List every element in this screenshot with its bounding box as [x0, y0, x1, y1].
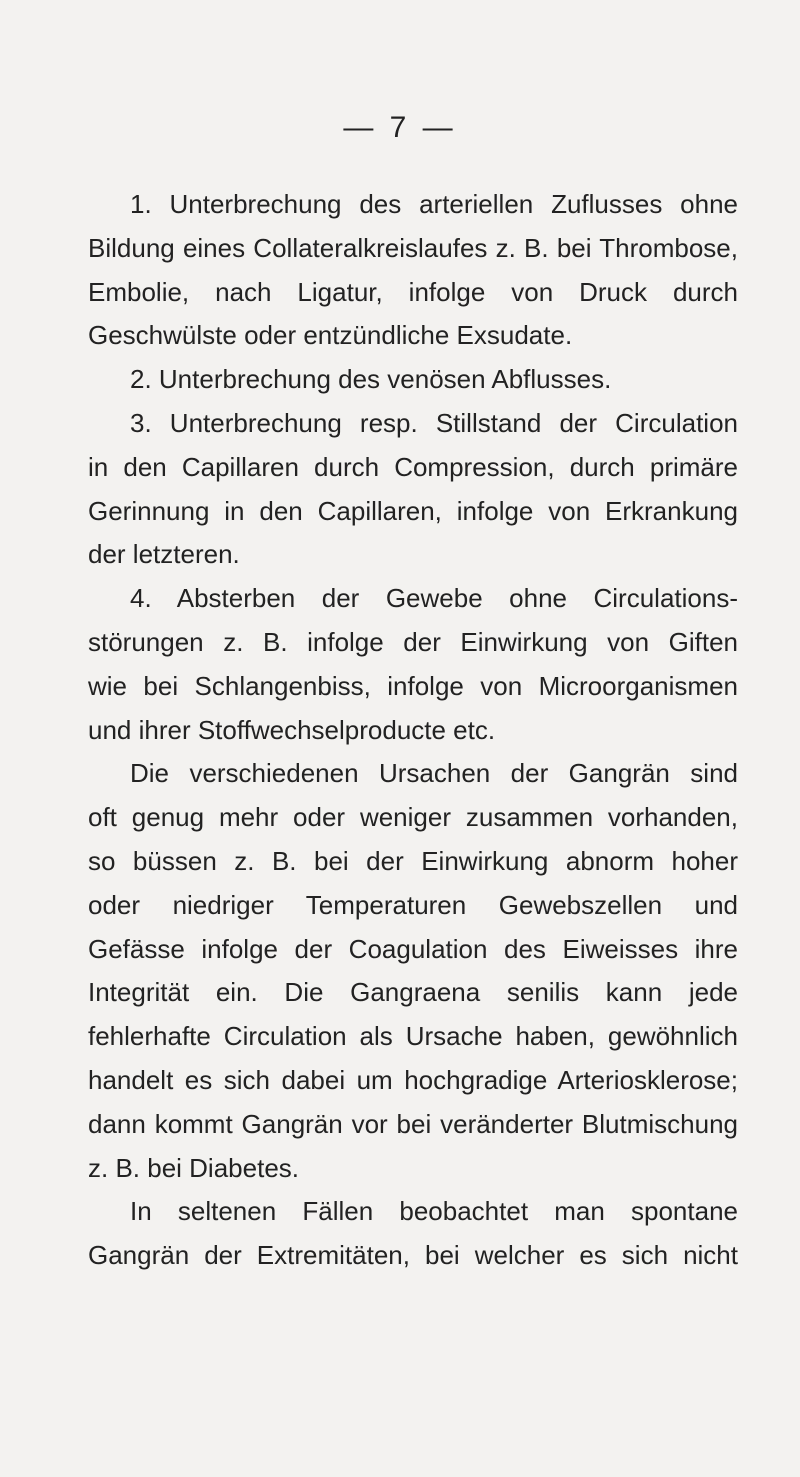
text-line: in den Capillaren durch Compression, durch primäre: [88, 451, 738, 482]
text-line: fehlerhafte Circulation als Ursache haben, gewöhnlich: [88, 1021, 738, 1052]
text-line: 4. Absterben der Gewebe ohne Circulations-: [130, 583, 738, 614]
paragraph-causes: [88, 752, 738, 1190]
paragraph-item-2: [88, 358, 738, 402]
text-line: Geschwülste oder entzündliche Exsudate.: [88, 320, 573, 351]
text-line: so büssen z. B. bei der Einwirkung abnorm hoher: [88, 845, 738, 876]
text-line: der letzteren.: [88, 539, 240, 570]
text-line: In seltenen Fällen beobachtet man spontane: [130, 1196, 738, 1227]
page-number: — 7 —: [343, 111, 457, 144]
text-line: 1. Unterbrechung des arteriellen Zuflusses ohne: [130, 189, 738, 219]
text-line: Gefässe infolge der Coagulation des Eiweisses ihre: [88, 933, 738, 964]
text-line: störungen z. B. infolge der Einwirkung von Giften: [88, 626, 738, 657]
text-line: handelt es sich dabei um hochgradige Arteriosklerose;: [88, 1064, 738, 1095]
text-line: z. B. bei Diabetes.: [88, 1152, 299, 1183]
text-line: Gangrän der Extremitäten, bei welcher es sich nicht: [88, 1240, 738, 1271]
text-line: oder niedriger Temperaturen Gewebszellen und: [88, 889, 738, 920]
text-line: Embolie, nach Ligatur, infolge von Druck durch: [88, 276, 738, 307]
paragraph-item-4: [88, 577, 738, 752]
text-line: Die verschiedenen Ursachen der Gangrän sind: [130, 758, 738, 789]
body-text: [88, 183, 738, 1278]
text-line: 2. Unterbrechung des venösen Abflusses.: [130, 364, 612, 395]
paragraph-rare-cases: [88, 1190, 738, 1278]
paragraph-item-3: [88, 402, 738, 577]
text-line: und ihrer Stoffwechselproducte etc.: [88, 714, 496, 745]
text-line: oft genug mehr oder weniger zusammen vorhanden,: [88, 802, 738, 833]
text-line: Integrität ein. Die Gangraena senilis kann jede: [88, 977, 738, 1008]
text-line: dann kommt Gangrän vor bei veränderter Blutmischung: [88, 1108, 738, 1139]
text-line: 3. Unterbrechung resp. Stillstand der Circulation: [130, 407, 738, 438]
text-line: Gerinnung in den Capillaren, infolge von Erkrankung: [88, 495, 738, 526]
text-line: wie bei Schlangenbiss, infolge von Microorganismen: [88, 670, 738, 701]
paragraph-item-1: [88, 183, 738, 358]
text-line: Bildung eines Collateralkreislaufes z. B. bei Thrombose,: [88, 232, 738, 263]
